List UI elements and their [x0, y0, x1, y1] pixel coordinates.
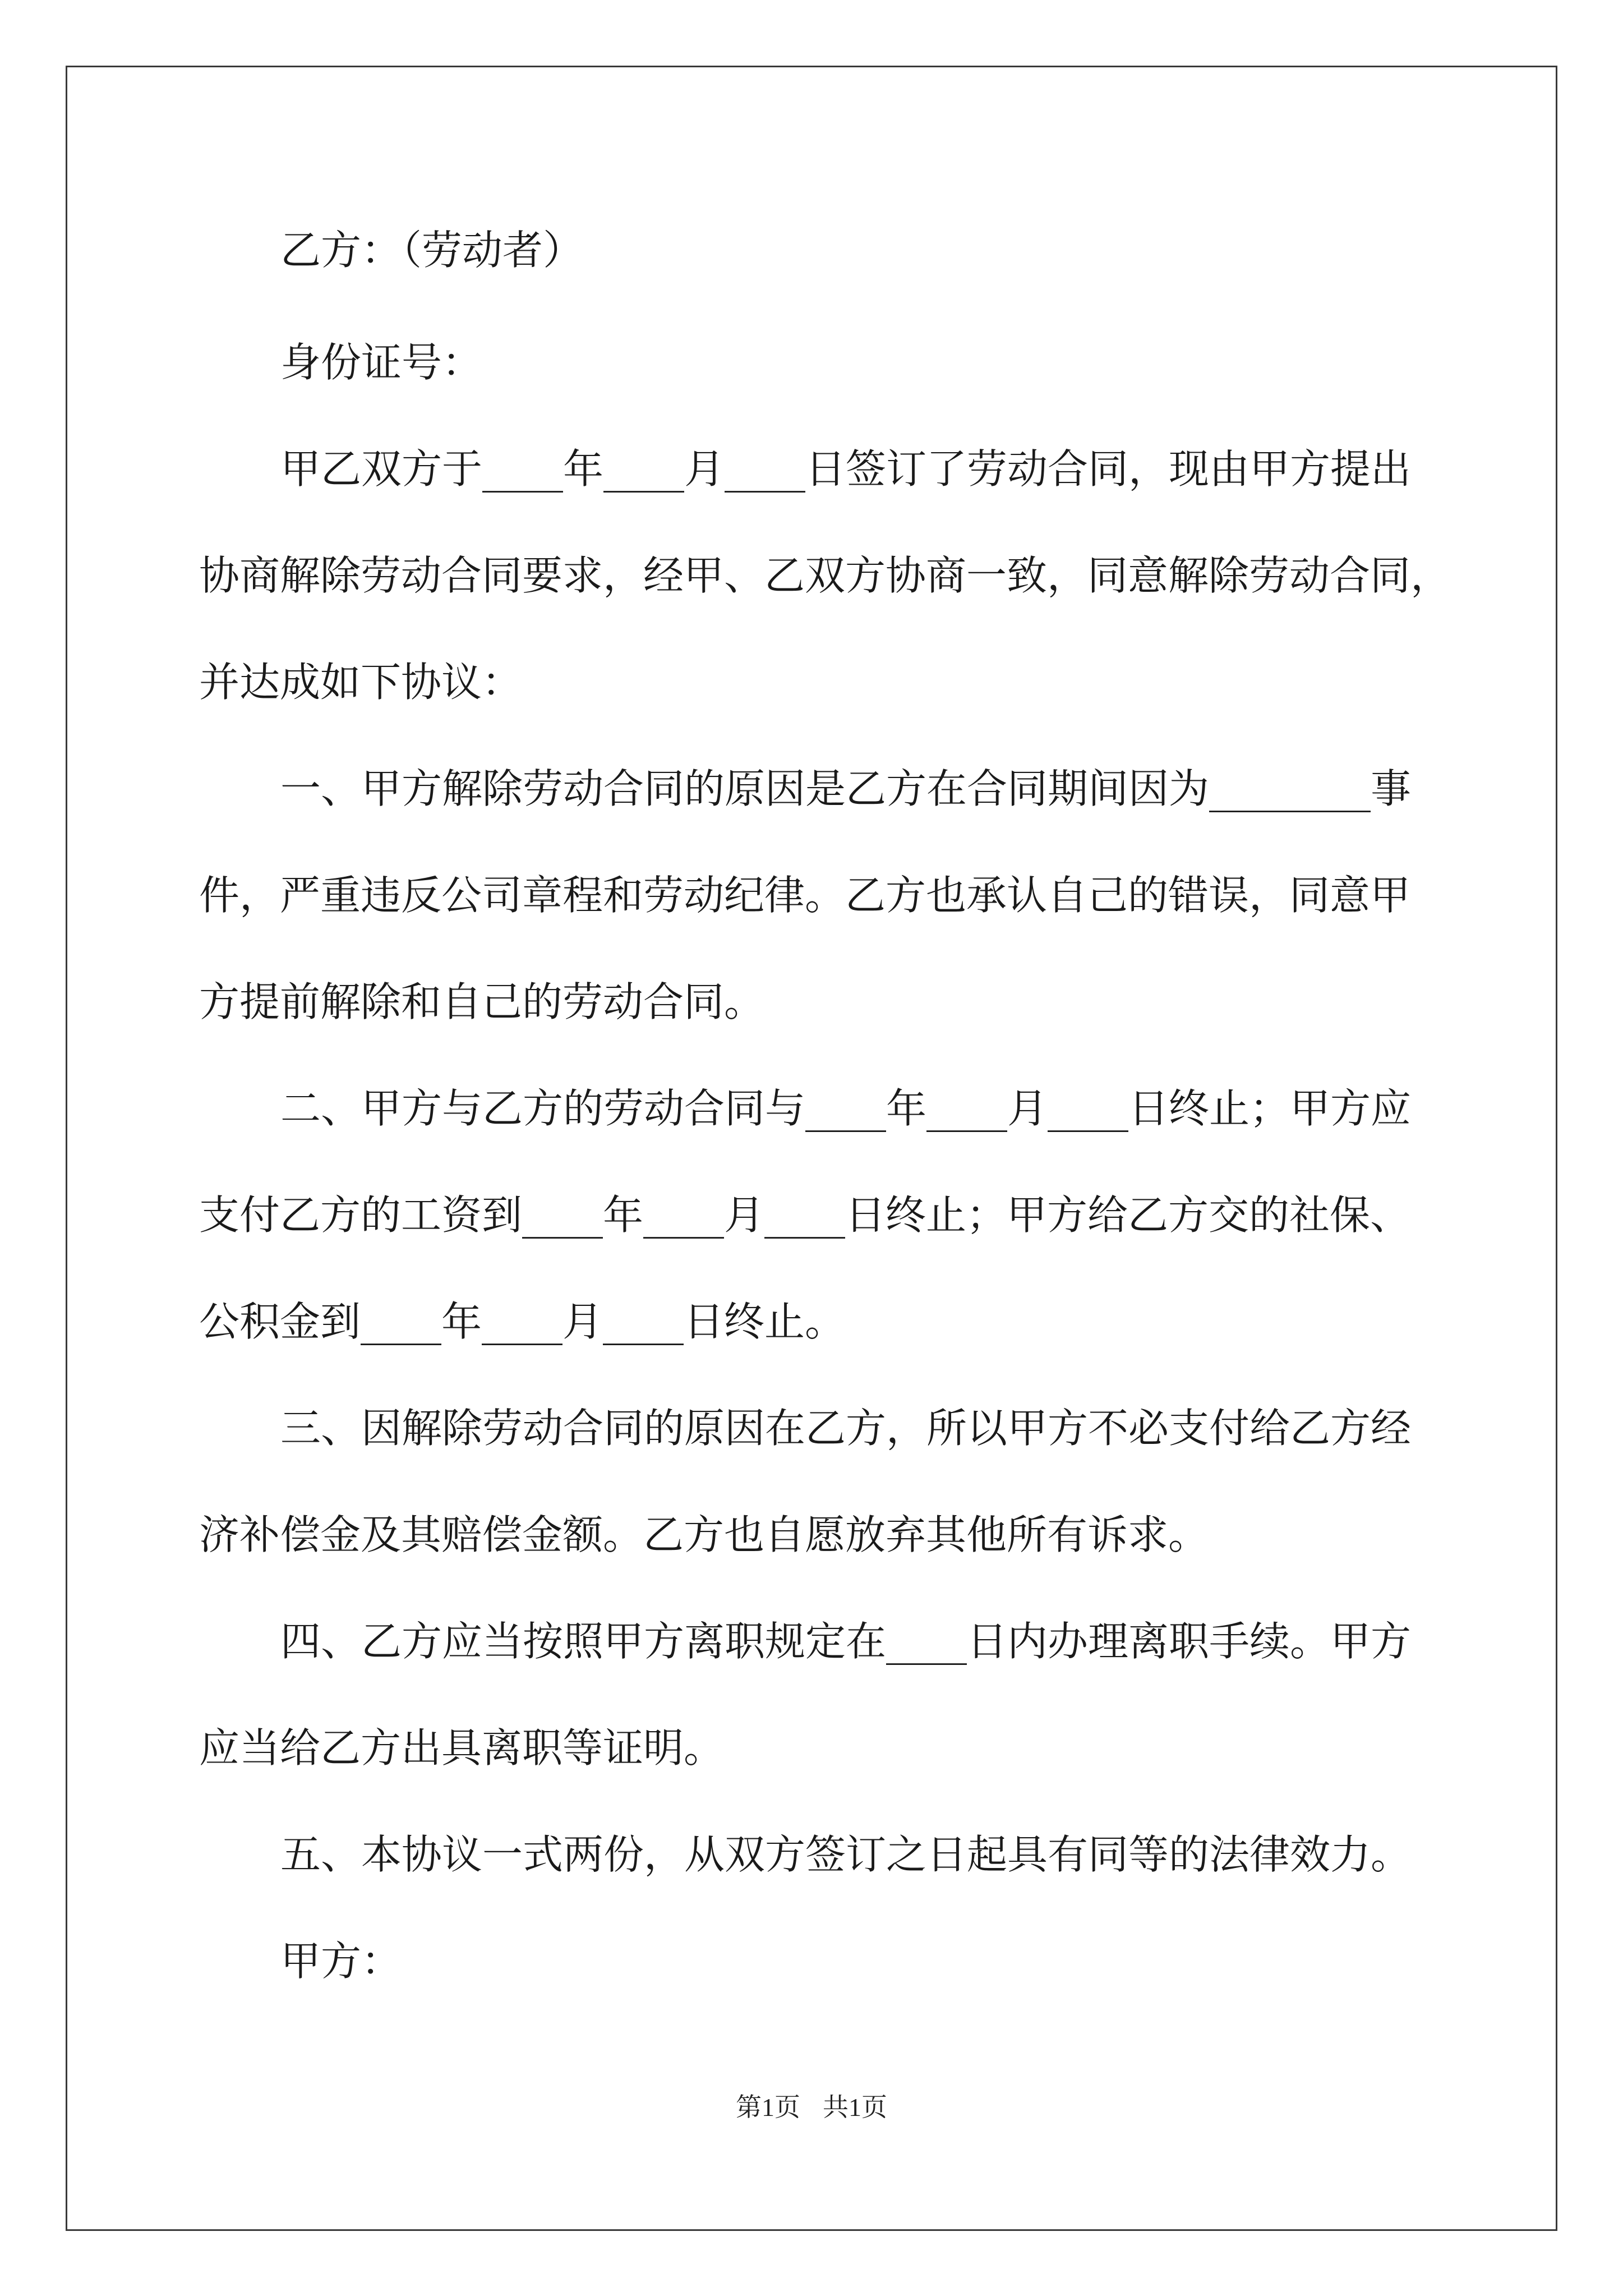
intro-line-2: 协商解除劳动合同要求，经甲、乙双方协商一致，同意解除劳动合同，: [199, 552, 1451, 599]
clause-4-line-1: 四、乙方应当按照甲方离职规定在____日内办理离职手续。甲方: [280, 1618, 1412, 1665]
page-footer: [0, 2087, 1623, 2124]
page-number-total: 共1页: [823, 2093, 887, 2122]
clause-4-line-2: 应当给乙方出具离职等证明。: [199, 1724, 725, 1772]
clause-2-line-2: 支付乙方的工资到____年____月____日终止；甲方给乙方交的社保、: [199, 1191, 1411, 1239]
clause-3-line-2: 济补偿金及其赔偿金额。乙方也自愿放弃其他所有诉求。: [199, 1511, 1209, 1558]
id-number-line: 身份证号：: [280, 339, 483, 386]
clause-5-line: 五、本协议一式两份，从双方签订之日起具有同等的法律效力。: [280, 1831, 1412, 1878]
clause-2-line-1: 二、甲方与乙方的劳动合同与____年____月____日终止；甲方应: [280, 1085, 1412, 1132]
clause-1-line-3: 方提前解除和自己的劳动合同。: [199, 978, 765, 1025]
page-number-current: 第1页: [736, 2093, 800, 2122]
page-border: [66, 66, 1557, 2231]
clause-1-line-2: 件，严重违反公司章程和劳动纪律。乙方也承认自己的错误，同意甲: [199, 872, 1411, 919]
clause-2-line-3: 公积金到____年____月____日终止。: [199, 1298, 846, 1345]
intro-line-3: 并达成如下协议：: [199, 659, 523, 706]
party-a-line: 甲方：: [280, 1938, 402, 1985]
intro-line-1: 甲乙双方于____年____月____日签订了劳动合同，现由甲方提出: [280, 445, 1412, 493]
clause-1-line-1: 一、甲方解除劳动合同的原因是乙方在合同期间因为________事: [280, 765, 1412, 812]
clause-3-line-1: 三、因解除劳动合同的原因在乙方，所以甲方不必支付给乙方经: [280, 1405, 1412, 1452]
party-b-line: 乙方：（劳动者）: [280, 227, 584, 274]
